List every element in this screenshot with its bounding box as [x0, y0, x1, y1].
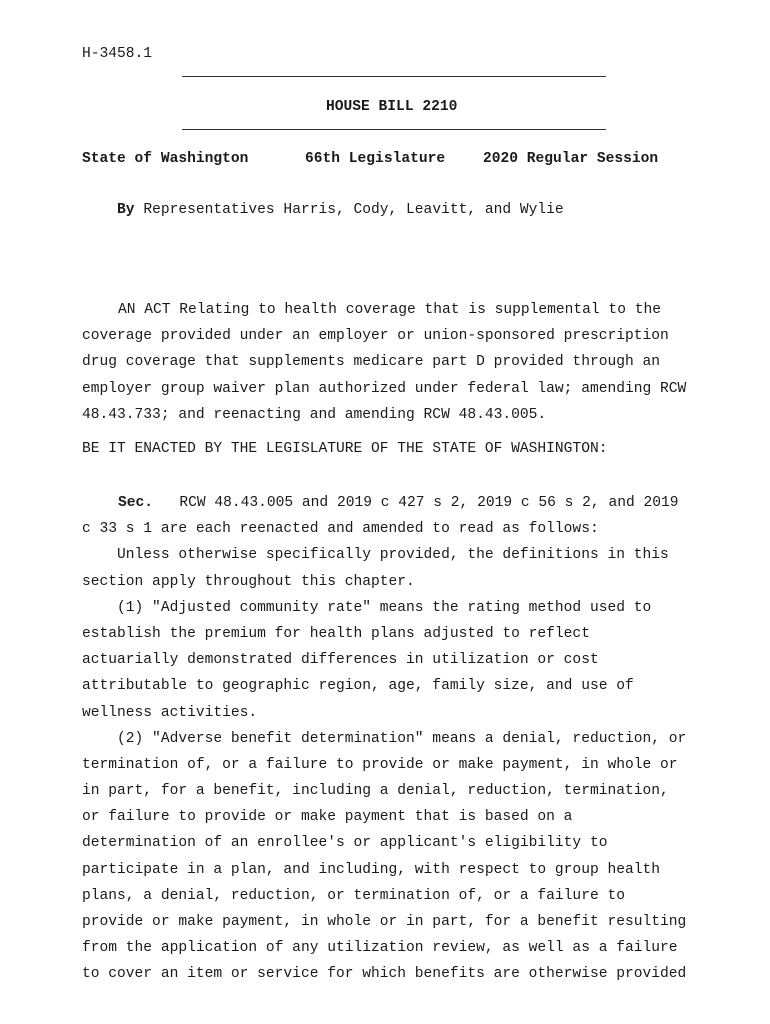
section-line: c 33 s 1 are each reenacted and amended to read as follows: — [82, 521, 599, 538]
section-first-line-text: RCW 48.43.005 and 2019 c 427 s 2, 2019 c 56 s 2, and 2019 — [179, 495, 679, 511]
section-line: termination of, or a failure to provide or make payment, in whole or — [82, 756, 678, 773]
section-line: from the application of any utilization review, as well as a failure — [82, 940, 678, 957]
header-session: 2020 Regular Session — [483, 151, 659, 167]
section-line: Unless otherwise specifically provided, the definitions in this — [82, 547, 669, 564]
act-line: drug coverage that supplements medicare part D provided through an — [82, 354, 661, 371]
sponsors-line — [82, 186, 564, 234]
section-line: (2) "Adverse benefit determination" means a denial, reduction, or — [82, 730, 687, 747]
section-line: wellness activities. — [82, 704, 258, 721]
section-line: establish the premium for health plans adjusted to reflect — [82, 625, 590, 642]
section-body — [82, 490, 722, 988]
section-line: (1) "Adjusted community rate" means the rating method used to — [82, 599, 652, 616]
section-line: determination of an enrollee's or applicant's eligibility to — [82, 835, 608, 852]
section-line: provide or make payment, in whole or in part, for a benefit resulting — [82, 914, 687, 930]
enacting-clause: BE IT ENACTED BY THE LEGISLATURE OF THE STATE OF WASHINGTON: — [82, 441, 608, 457]
title-rule-bottom — [182, 129, 606, 130]
section-label: Sec. — [118, 495, 154, 511]
section-line: plans, a denial, reduction, or termination of, or a failure to — [82, 887, 625, 904]
act-line: AN ACT Relating to health coverage that is supplemental to the — [118, 302, 661, 318]
section-line: attributable to geographic region, age, family size, and use of — [82, 678, 634, 695]
title-rule-top — [182, 76, 606, 77]
act-line: 48.43.733; and reenacting and amending RCW 48.43.005. — [82, 406, 547, 423]
section-line: in part, for a benefit, including a denial, reduction, termination, — [82, 783, 669, 800]
sponsors-by-label: By — [117, 202, 135, 218]
bill-title: HOUSE BILL 2210 — [326, 99, 458, 115]
act-title — [82, 297, 722, 428]
header-legislature: 66th Legislature — [305, 151, 446, 167]
sponsors-names: Representatives Harris, Cody, Leavitt, and Wylie — [143, 202, 564, 218]
section-line: actuarially demonstrated differences in utilization or cost — [82, 652, 599, 669]
section-line: section apply throughout this chapter. — [82, 573, 415, 590]
header-state: State of Washington — [82, 151, 249, 167]
section-line: or failure to provide or make payment that is based on a — [82, 809, 573, 826]
section-line: participate in a plan, and including, with respect to group health — [82, 861, 661, 878]
act-line: employer group waiver plan authorized under federal law; amending RCW — [82, 380, 687, 397]
document-id: H-3458.1 — [82, 46, 153, 62]
act-line: coverage provided under an employer or union-sponsored prescription — [82, 328, 669, 345]
section-line: to cover an item or service for which benefits are otherwise provided — [82, 966, 687, 983]
section-first-line — [82, 490, 722, 516]
